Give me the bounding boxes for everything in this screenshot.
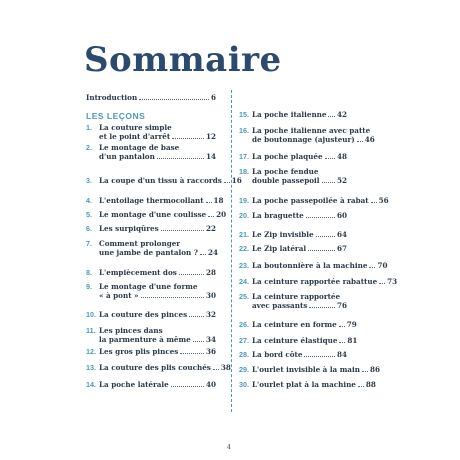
lesson-number: 23. [239, 261, 249, 270]
lesson-page: 56 [378, 196, 389, 205]
lesson-page: 14 [205, 152, 216, 161]
dot-leader [316, 236, 335, 237]
lesson-title: La coupe d'un tissu à raccords [99, 176, 222, 185]
toc-entry[interactable] [86, 176, 242, 185]
dot-leader [328, 116, 335, 117]
dot-leader [339, 326, 345, 327]
toc-entry[interactable] [239, 320, 357, 329]
lesson-title: La poche passepoilée à rabat [252, 196, 369, 205]
dot-leader [339, 342, 345, 343]
lesson-title: d'un pantalon [99, 152, 155, 161]
dot-leader [306, 217, 335, 218]
dot-leader [179, 274, 204, 275]
introduction-label: Introduction [86, 93, 138, 102]
lesson-page: 70 [377, 261, 388, 270]
toc-entry[interactable] [239, 152, 347, 161]
lesson-title: Le Zip invisible [252, 230, 314, 239]
lesson-page: 81 [347, 336, 358, 345]
lesson-number: 10. [86, 310, 96, 319]
lesson-number: 24. [239, 277, 249, 286]
dot-leader [193, 341, 204, 342]
lesson-page: 64 [336, 230, 347, 239]
toc-entry[interactable] [86, 123, 216, 141]
lesson-number: 25. [239, 292, 249, 301]
dot-leader [304, 356, 335, 357]
dot-leader [325, 158, 335, 159]
lesson-number: 20. [239, 211, 249, 220]
lesson-number: 27. [239, 336, 249, 345]
lesson-page: 28 [205, 268, 216, 277]
lesson-title: La ceinture en forme [252, 320, 337, 329]
lesson-title: La couture des plis couchés [99, 363, 211, 372]
lesson-page: 34 [205, 335, 216, 344]
toc-entry[interactable] [239, 244, 347, 253]
page-number: 4 [227, 444, 231, 451]
lesson-page: 40 [205, 380, 216, 389]
dot-leader [357, 141, 363, 142]
dot-leader [224, 182, 230, 183]
lesson-number: 18. [239, 167, 249, 176]
lesson-page: 32 [205, 310, 216, 319]
lesson-title: La boutonnière à la machine [252, 261, 368, 270]
lesson-number: 29. [239, 365, 249, 374]
dot-leader [308, 250, 335, 251]
toc-entry[interactable] [86, 239, 216, 257]
lesson-page: 12 [205, 132, 216, 141]
lesson-title: La couture des pinces [99, 310, 188, 319]
lesson-number: 2. [86, 143, 92, 152]
introduction-page: 6 [210, 93, 216, 102]
lesson-title: La poche plaquée [252, 152, 323, 161]
dot-leader [309, 307, 335, 308]
lesson-number: 5. [86, 210, 92, 219]
lesson-number: 15. [239, 110, 249, 119]
lesson-page: 86 [369, 365, 380, 374]
lesson-page: 67 [336, 244, 347, 253]
lesson-number: 13. [86, 363, 96, 372]
lesson-number: 28. [239, 350, 249, 359]
toc-entry[interactable] [86, 347, 216, 356]
lesson-title: La bord côte [252, 350, 303, 359]
lesson-title: et le point d'arrêt [99, 132, 171, 141]
dot-leader [206, 202, 212, 203]
page-title: Sommaire [84, 40, 282, 80]
lesson-title: double passepoil [252, 176, 320, 185]
toc-entry[interactable] [239, 365, 380, 374]
toc-entry[interactable] [239, 292, 347, 310]
dot-leader [358, 386, 364, 387]
dot-leader [172, 138, 204, 139]
toc-entry[interactable] [239, 110, 347, 119]
lesson-number: 19. [239, 196, 249, 205]
lesson-number: 12. [86, 347, 96, 356]
lesson-title: Les pinces dans [99, 326, 163, 335]
lesson-page: 79 [346, 320, 357, 329]
lesson-title: Le montage de base [99, 143, 180, 152]
toc-entry[interactable] [86, 224, 216, 233]
lesson-number: 1. [86, 123, 92, 132]
lesson-number: 9. [86, 282, 92, 291]
dot-leader [208, 216, 214, 217]
dot-leader [213, 369, 219, 370]
lesson-page: 20 [216, 210, 227, 219]
dot-leader [322, 182, 335, 183]
lesson-page: 42 [336, 110, 347, 119]
toc-entry[interactable] [86, 196, 224, 205]
lesson-number: 7. [86, 239, 92, 248]
toc-entry[interactable] [239, 167, 347, 185]
lesson-page: 76 [336, 301, 347, 310]
lesson-page: 73 [387, 277, 398, 286]
toc-entry[interactable] [239, 277, 398, 286]
dot-leader [371, 202, 377, 203]
lesson-number: 14. [86, 380, 96, 389]
dot-leader [379, 283, 385, 284]
lesson-title: la parmenture à même [99, 335, 191, 344]
toc-entry[interactable] [239, 336, 358, 345]
dot-leader [171, 386, 204, 387]
lesson-title: La ceinture rapportée rabattue [252, 277, 378, 286]
lesson-number: 3. [86, 176, 92, 185]
lesson-number: 8. [86, 268, 92, 277]
lesson-title: L'entoilage thermocollant [99, 196, 204, 205]
toc-entry[interactable] [86, 326, 216, 344]
toc-entry[interactable] [239, 380, 376, 389]
toc-entry[interactable] [239, 261, 388, 270]
toc-entry[interactable] [86, 310, 216, 319]
lesson-page: 30 [205, 291, 216, 300]
lesson-title: Les surpiqûres [99, 224, 159, 233]
lesson-title: Les gros plis pinces [99, 347, 179, 356]
lesson-title: Le montage d'une coulisse [99, 210, 207, 219]
lesson-page: 38 [220, 363, 231, 372]
lesson-page: 16 [231, 176, 242, 185]
lesson-title: Le montage d'une forme [99, 282, 198, 291]
lesson-page: 52 [336, 176, 347, 185]
column-divider [231, 90, 232, 412]
lesson-page: 60 [336, 211, 347, 220]
dot-leader [200, 254, 206, 255]
toc-entry[interactable] [239, 350, 347, 359]
lesson-number: 21. [239, 230, 249, 239]
dot-leader [369, 267, 375, 268]
lesson-title: La poche italienne [252, 110, 327, 119]
lesson-page: 46 [364, 135, 375, 144]
lesson-title: La couture simple [99, 123, 172, 132]
lesson-title: L'ourlet invisible à la main [252, 365, 360, 374]
lesson-title: de boutonnage (ajusteur) [252, 135, 355, 144]
toc-entry[interactable] [86, 282, 216, 300]
toc-entry[interactable] [86, 210, 227, 219]
lesson-title: Le Zip latéral [252, 244, 307, 253]
lesson-number: 16. [239, 126, 249, 135]
lesson-title: Comment prolonger [99, 239, 181, 248]
toc-entry[interactable] [86, 363, 231, 372]
toc-entry[interactable] [86, 380, 216, 389]
lesson-page: 36 [205, 347, 216, 356]
lesson-title: La braguette [252, 211, 304, 220]
dot-leader [161, 230, 204, 231]
lesson-number: 6. [86, 224, 92, 233]
toc-entry[interactable] [239, 211, 347, 220]
lesson-number: 17. [239, 152, 249, 161]
dot-leader [141, 297, 204, 298]
lesson-title: La ceinture élastique [252, 336, 338, 345]
lesson-title: La ceinture rapportée [252, 292, 341, 301]
lesson-title: La poche italienne avec patte [252, 126, 371, 135]
dot-leader [157, 158, 204, 159]
toc-entry[interactable] [239, 196, 389, 205]
lesson-title: L'ourlet plat à la machine [252, 380, 356, 389]
toc-introduction[interactable] [86, 93, 216, 102]
toc-entry[interactable] [239, 230, 347, 239]
lesson-number: 26. [239, 320, 249, 329]
lesson-title: L'empiècement dos [99, 268, 177, 277]
dot-leader [189, 316, 204, 317]
lesson-number: 11. [86, 326, 96, 335]
lesson-page: 88 [365, 380, 376, 389]
section-heading: LES LEÇONS [86, 111, 146, 121]
dot-leader [180, 353, 204, 354]
lesson-page: 24 [207, 248, 218, 257]
lesson-number: 30. [239, 380, 249, 389]
lesson-title: La poche latérale [99, 380, 169, 389]
lesson-page: 18 [213, 196, 224, 205]
lesson-title: La poche fendue [252, 167, 319, 176]
dot-leader [362, 371, 368, 372]
lesson-title: avec passants [252, 301, 308, 310]
toc-entry[interactable] [239, 126, 375, 144]
lesson-title: « à pont » [99, 291, 139, 300]
lesson-number: 4. [86, 196, 92, 205]
lesson-title: une jambe de pantalon ? [99, 248, 198, 257]
lesson-page: 84 [336, 350, 347, 359]
lesson-page: 48 [336, 152, 347, 161]
toc-entry[interactable] [86, 268, 216, 277]
dot-leader [139, 99, 209, 100]
lesson-number: 22. [239, 244, 249, 253]
lesson-page: 22 [205, 224, 216, 233]
toc-entry[interactable] [86, 143, 216, 161]
